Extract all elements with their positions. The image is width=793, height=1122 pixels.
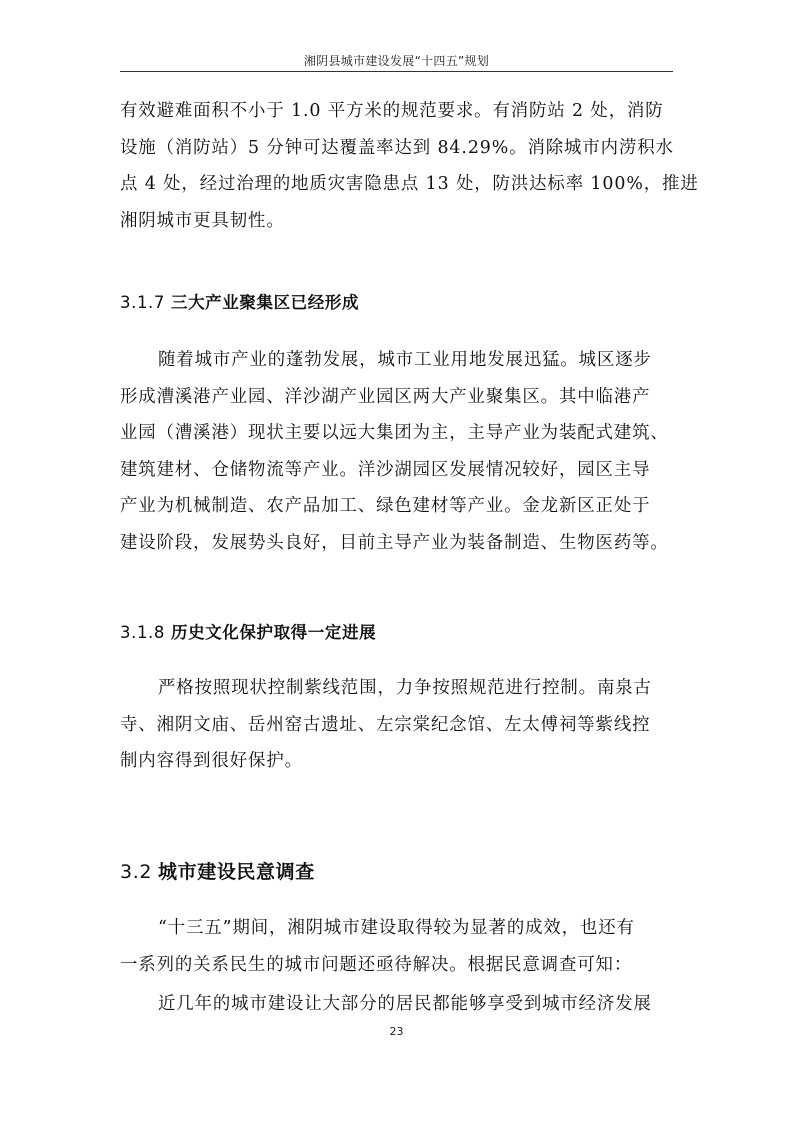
paragraph-line: 制内容得到很好保护。 bbox=[120, 751, 303, 771]
paragraph-line: 业园（漕溪港）现状主要以远大集团为主，主导产业为装配式建筑、 bbox=[120, 423, 669, 443]
paragraph-line: 随着城市产业的蓬勃发展，城市工业用地发展迅猛。城区逐步 bbox=[158, 350, 652, 370]
paragraph-survey-body bbox=[120, 986, 673, 1023]
section-title: 城市建设民意调查 bbox=[158, 861, 315, 883]
paragraph-line: 寺、湘阴文庙、岳州窑古遗址、左宗棠纪念馆、左太傅祠等紫线控 bbox=[120, 714, 651, 735]
section-number: 3.1.7 bbox=[120, 293, 165, 312]
paragraph-line: 产业为机械制造、农产品加工、绿色建材等产业。金龙新区正处于 bbox=[120, 496, 651, 516]
section-number: 3.2 bbox=[120, 861, 153, 883]
paragraph-survey-intro bbox=[120, 910, 673, 983]
section-heading-3-2 bbox=[120, 857, 315, 884]
paragraph-line: 严格按照现状控制紫线范围，力争按照规范进行控制。南泉古 bbox=[158, 678, 652, 698]
section-title: 历史文化保护取得一定进展 bbox=[170, 623, 377, 642]
paragraph-line: 设施（消防站）5 分钟可达覆盖率达到 84.29%。消除城市内涝积水 bbox=[120, 137, 674, 158]
paragraph-line: 建筑建材、仓储物流等产业。洋沙湖园区发展情况较好，园区主导 bbox=[120, 459, 651, 480]
paragraph-line: 湘阴城市更具韧性。 bbox=[120, 210, 285, 231]
paragraph-line: 有效避难面积不小于 1.0 平方米的规范要求。有消防站 2 处，消防 bbox=[120, 101, 664, 121]
paragraph-line: 点 4 处，经过治理的地质灾害隐患点 13 处，防洪达标率 100%，推进 bbox=[120, 174, 699, 194]
paragraph-heritage bbox=[120, 670, 673, 780]
paragraph-line: 一系列的关系民生的城市问题还亟待解决。根据民意调查可知： bbox=[120, 954, 633, 975]
paragraph-line: 建设阶段，发展势头良好，目前主导产业为装备制造、生物医药等。 bbox=[120, 532, 669, 553]
section-heading-3-1-7 bbox=[120, 289, 359, 313]
paragraph-industry-clusters bbox=[120, 342, 673, 561]
paragraph-line: 形成漕溪港产业园、洋沙湖产业园区两大产业聚集区。其中临港产 bbox=[120, 386, 651, 407]
section-number: 3.1.8 bbox=[120, 623, 165, 642]
section-title: 三大产业聚集区已经形成 bbox=[170, 293, 360, 312]
section-heading-3-1-8 bbox=[120, 619, 376, 643]
header-rule bbox=[120, 71, 673, 72]
paragraph-resilience bbox=[120, 93, 699, 239]
page-number: 23 bbox=[389, 1025, 404, 1038]
page-header-title: 湘阴县城市建设发展“十四五”规划 bbox=[303, 54, 490, 68]
paragraph-line: 近几年的城市建设让大部分的居民都能够享受到城市经济发展 bbox=[158, 994, 652, 1014]
paragraph-line: “十三五”期间，湘阴城市建设取得较为显著的成效，也还有 bbox=[158, 918, 635, 938]
